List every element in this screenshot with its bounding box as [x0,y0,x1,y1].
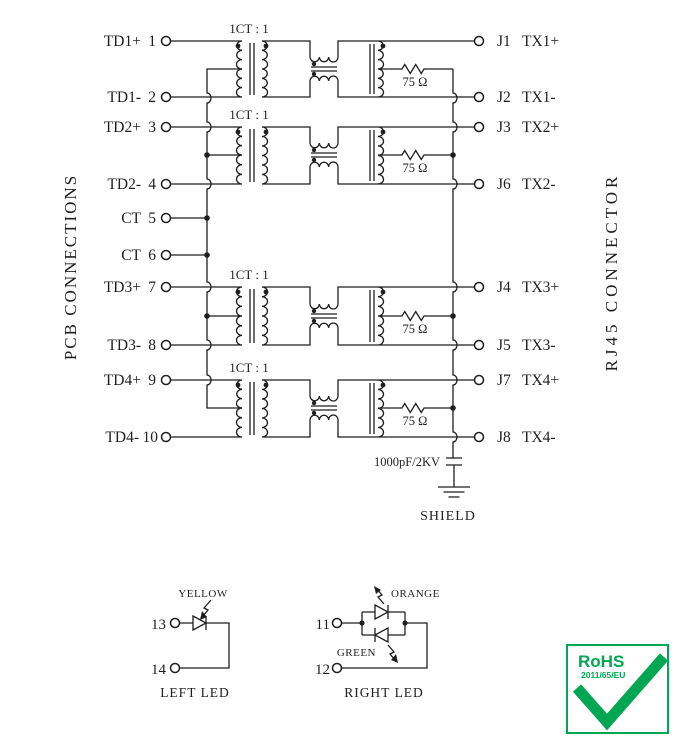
junction-dot [204,252,210,258]
phase-dot [381,383,386,388]
pcb-pin-8 [107,337,170,354]
junction-dot [450,152,456,158]
pin-terminal [162,180,171,189]
rj45-pins [475,33,560,446]
pin-number-label: 13 [151,617,166,633]
phase-dot [264,290,269,295]
pin-number-label: 10 [142,429,158,446]
rj45-pin-j2 [475,89,556,106]
led-symbol [375,628,388,642]
pin-name-label: TD1- [107,89,141,106]
pin-terminal [162,433,171,442]
turns-ratio-label: 1CT : 1 [229,21,269,36]
pin-terminal [475,376,484,385]
jack-label: J6 [497,176,511,193]
junction-dot [204,152,210,158]
channel-3-wiring [171,287,474,345]
shield-bus [374,69,476,524]
shield-label: SHIELD [420,509,476,524]
phase-dot [236,290,241,295]
pin-number-label: 2 [148,89,156,106]
pin-terminal [162,341,171,350]
pin-terminal [333,619,342,628]
phase-dot [236,383,241,388]
pin-terminal [333,664,342,673]
pin-name-label: TD3- [107,337,141,354]
resistor-value-label: 75 Ω [402,414,428,428]
rohs-badge [567,645,668,733]
pin-terminal [171,619,180,628]
jack-label: J1 [497,33,511,50]
pcb-pin-10 [105,429,170,446]
pcb-pins [104,33,171,446]
signal-label: TX4+ [522,372,560,389]
pcb-pin-6 [121,247,170,264]
jack-label: J4 [497,279,511,296]
phase-dot [312,158,316,162]
signal-label: TX3- [522,337,556,354]
turns-ratio-label: 1CT : 1 [229,360,269,375]
transformer-channel-1 [171,21,474,97]
right-led-circuit [315,586,440,700]
pin-terminal [475,93,484,102]
signal-label: TX1- [522,89,556,106]
pcb-pin-4 [107,176,170,193]
pin-terminal [162,251,171,260]
led-color-label: YELLOW [178,588,228,600]
pin-terminal [162,214,171,223]
signal-label: TX3+ [522,279,560,296]
jack-label: J7 [497,372,511,389]
resistor-value-label: 75 Ω [402,322,428,336]
phase-dot [312,148,316,152]
jack-label: J2 [497,89,511,106]
phase-dot [264,130,269,135]
signal-label: TX2+ [522,119,560,136]
pin-name-label: TD1+ [103,33,141,50]
pin-terminal [162,93,171,102]
pin-number-label: 6 [148,247,156,264]
phase-dot [312,309,316,313]
rj45-connector-title: RJ45 CONNECTOR [602,172,621,372]
rj45-pin-j7 [475,372,560,389]
rohs-directive: 2011/65/EU [581,670,626,680]
signal-label: TX4- [522,429,556,446]
junction-dot [402,620,407,625]
rohs-title: RoHS [578,652,625,671]
earth-ground-icon [438,487,470,497]
transformer-channel-3 [171,267,474,345]
pin-number-label: 12 [315,662,330,678]
transformer-channel-4 [171,360,474,437]
pin-number-label: 9 [148,372,156,389]
pin-number-label: 3 [148,119,156,136]
pcb-pin-9 [104,372,171,389]
pin-terminal [475,37,484,46]
junction-dot [359,620,364,625]
pin-name-label: CT [121,210,141,227]
pcb-pin-2 [107,89,170,106]
pin-terminal [475,283,484,292]
pin-number-label: 1 [148,33,156,50]
pin-terminal [162,283,171,292]
resistor-value-label: 75 Ω [402,161,428,175]
pin-terminal [162,376,171,385]
capacitor-value-label: 1000pF/2KV [374,455,440,469]
pin-number-label: 8 [148,337,156,354]
rj45-pin-j3 [475,119,560,136]
phase-dot [312,72,316,76]
channel-2-wiring [171,127,474,184]
rj45-pin-j8 [475,429,556,446]
pin-number-label: 5 [148,210,156,227]
phase-dot [264,44,269,49]
phase-dot [264,383,269,388]
pin-terminal [475,341,484,350]
pin-name-label: TD4- [105,429,139,446]
signal-label: TX2- [522,176,556,193]
pin-number-label: 11 [315,617,330,633]
phase-dot [236,130,241,135]
phase-dot [312,401,316,405]
turns-ratio-label: 1CT : 1 [229,267,269,282]
led-symbol [375,605,388,619]
pin-number-label: 14 [151,662,166,678]
transformer-channel-2 [171,107,474,184]
led-color-label: GREEN [336,647,376,659]
junction-dot [204,313,210,319]
phase-dot [381,44,386,49]
phase-dot [381,290,386,295]
left-led-caption: LEFT LED [160,685,230,700]
phase-dot [312,62,316,66]
jack-label: J3 [497,119,511,136]
pcb-pin-1 [104,33,171,50]
pcb-pin-7 [104,279,171,296]
pin-name-label: CT [121,247,141,264]
phase-dot [312,319,316,323]
rj45-pin-j5 [475,337,556,354]
pcb-connections-title: PCB CONNECTIONS [61,173,80,361]
pin-name-label: TD4+ [103,372,141,389]
resistor-value-label: 75 Ω [402,75,428,89]
pin-name-label: TD2+ [103,119,141,136]
rj45-pin-j6 [475,176,556,193]
pin-terminal [475,433,484,442]
junction-dot [450,313,456,319]
junction-dot [204,215,210,221]
junction-dot [450,405,456,411]
left-led-circuit [151,588,230,700]
pin-number-label: 4 [148,176,156,193]
pin-name-label: TD2- [107,176,141,193]
left-led-wiring [180,623,229,668]
pin-terminal [162,123,171,132]
phase-dot [381,130,386,135]
jack-label: J5 [497,337,511,354]
pcb-pin-5 [121,210,170,227]
led-color-label: ORANGE [391,588,440,600]
rj45-pin-j4 [475,279,560,296]
isolation-capacitor [446,458,462,487]
pin-terminal [475,123,484,132]
arrowhead [391,654,398,663]
signal-label: TX1+ [522,33,560,50]
pin-number-label: 7 [148,279,156,296]
right-led-caption: RIGHT LED [344,685,424,700]
phase-dot [312,411,316,415]
phase-dot [236,44,241,49]
turns-ratio-label: 1CT : 1 [229,107,269,122]
jack-label: J8 [497,429,511,446]
pin-terminal [171,664,180,673]
rj45-pin-j1 [475,33,560,50]
pin-terminal [162,37,171,46]
pin-name-label: TD3+ [103,279,141,296]
pin-terminal [475,180,484,189]
pcb-pin-3 [104,119,171,136]
